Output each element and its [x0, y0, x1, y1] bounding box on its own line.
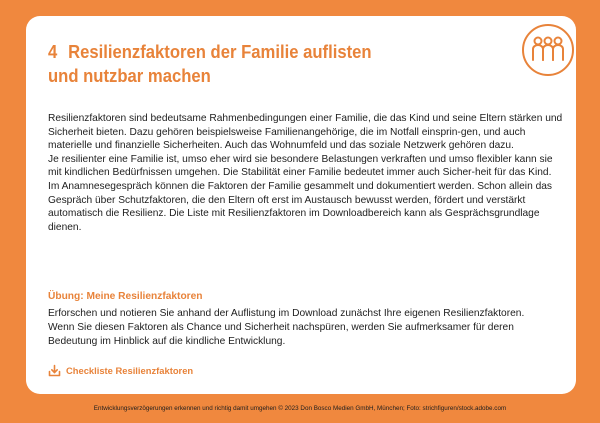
family-group-icon — [522, 24, 574, 76]
paragraph-3: Im Anamnesegespräch können die Faktoren der Familie gesammelt und dokumentiert werden. Schon allein das Gespräch über Schutzfaktoren, die den Eltern oft erst im Austausch bewusst werden, fördert und verstärkt automatisch die Resilienz. Die Liste mit Resilienzfaktoren im Downloadbereich kann als Gesprächsgrundlage dienen. — [48, 180, 552, 233]
content-card — [26, 16, 576, 394]
download-icon — [48, 364, 61, 377]
body-text — [48, 112, 568, 234]
exercise-line-2: Wenn Sie diesen Faktoren als Chance und Sicherheit nachspüren, werden Sie aufmerksamer für deren — [48, 322, 514, 334]
title-line-1: Resilienzfaktoren der Familie auflisten — [68, 41, 372, 62]
title-line-2: und nutzbar machen — [48, 65, 211, 86]
section-number: 4 — [48, 41, 58, 62]
exercise-line-3: Bedeutung im Hinblick auf die kindliche Entwicklung. — [48, 336, 286, 348]
paragraph-2: Je resilienter eine Familie ist, umso eher wird sie besondere Belastungen verkraften und umso flexibler kann sie mit kindlichen Bedürfnissen umgehen. Die Stabilität einer Familie bedeutet immer auch Sicher-heit für das Kind. — [48, 153, 553, 179]
paragraph-1: Resilienzfaktoren sind bedeutsame Rahmenbedingungen einer Familie, die das Kind und seine Eltern stärken und Sicherheit bieten. Dazu gehören beispielsweise Familienangehörige, die im Notfall einsprin-gen, und auch materielle und finanzielle Sicherheiten. Auch das Wohnumfeld und das soziale Netzwerk gehören dazu. — [48, 113, 563, 152]
download-checklist-link[interactable] — [48, 364, 193, 377]
download-label: Checkliste Resilienzfaktoren — [66, 365, 194, 376]
footer-credits: Entwicklungsverzögerungen erkennen und richtig damit umgehen © 2023 Don Bosco Medien GmbH, München; Foto: strichfiguren/stock.adobe.com — [93, 405, 507, 412]
exercise-title: Übung: Meine Resilienzfaktoren — [48, 291, 203, 302]
exercise-line-1: Erforschen und notieren Sie anhand der Auflistung im Download zunächst Ihre eigenen Resilienzfaktoren. — [48, 308, 525, 319]
page-title — [48, 40, 444, 88]
exercise-text — [48, 307, 568, 350]
